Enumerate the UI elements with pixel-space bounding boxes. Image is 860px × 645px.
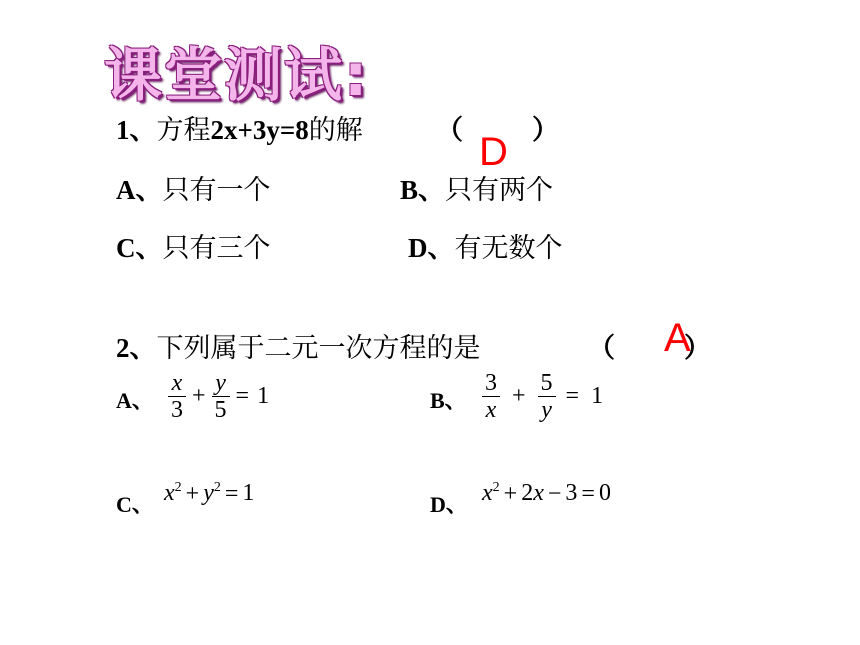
option-text: 只有三个 bbox=[162, 233, 271, 264]
q1-stem-suffix: 的解 bbox=[308, 115, 363, 146]
option-label: B、 bbox=[400, 175, 446, 205]
q2-stem bbox=[116, 326, 481, 365]
q1-paren-close: ） bbox=[532, 115, 559, 145]
q2-paren-open: （ bbox=[588, 333, 615, 363]
option-text: 只有一个 bbox=[162, 175, 271, 206]
option-text: 只有两个 bbox=[445, 175, 554, 206]
q2-option-a-equation: $\frac{x}{3}$ + $\frac{y}{5}$ = 1 bbox=[166, 370, 273, 423]
q1-stem bbox=[116, 108, 363, 147]
q2-option-b-equation: $\frac{3}{x}$ + $\frac{5}{y}$ = 1 bbox=[480, 370, 607, 423]
q1-option-d bbox=[408, 226, 563, 265]
q1-answer: D bbox=[479, 130, 508, 174]
q1-option-a bbox=[116, 168, 271, 207]
q1-option-c bbox=[116, 226, 271, 265]
fraction: $\frac{5}{y}$ bbox=[538, 370, 556, 423]
q2-option-b-label: B、 bbox=[430, 388, 467, 413]
option-text: 有无数个 bbox=[454, 233, 563, 264]
q2-answer: A bbox=[664, 316, 691, 360]
q2-option-a-label: A、 bbox=[116, 388, 154, 413]
q1-stem-prefix: 方程 bbox=[156, 115, 211, 146]
fraction: $\frac{x}{3}$ bbox=[168, 370, 186, 423]
q2-option-d-equation: $x^2 + 2x - 3 = 0$ bbox=[482, 480, 611, 507]
option-label: C、 bbox=[116, 233, 163, 263]
fraction: $\frac{y}{5}$ bbox=[212, 370, 230, 423]
page-title: 课堂测试: bbox=[104, 41, 370, 109]
q2-option-c-label: C、 bbox=[116, 492, 154, 517]
q2-stem-text: 下列属于二元一次方程的是 bbox=[156, 333, 481, 364]
option-label: D、 bbox=[408, 233, 455, 263]
q1-option-b bbox=[400, 168, 553, 207]
q2-paren-close: ） bbox=[684, 333, 711, 363]
option-label: A、 bbox=[116, 175, 163, 205]
q1-paren-open: （ bbox=[436, 115, 463, 145]
q2-option-d-label: D、 bbox=[430, 492, 468, 517]
q2-option-c-equation: $x^2 + y^2 = 1$ bbox=[164, 480, 255, 507]
fraction: $\frac{3}{x}$ bbox=[482, 370, 500, 423]
q1-equation: 2x+3y=8 bbox=[210, 115, 309, 145]
q1-number: 1、 bbox=[116, 115, 157, 145]
q2-number: 2、 bbox=[116, 333, 157, 363]
